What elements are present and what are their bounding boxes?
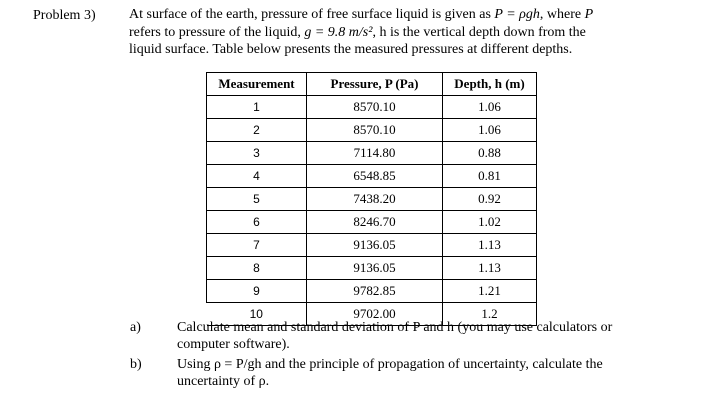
cell-depth: 0.81 [443, 165, 537, 188]
cell-measurement: 9 [207, 280, 307, 303]
question-b-line-2: uncertainty of ρ. [177, 374, 270, 389]
question-a-line-1: Calculate mean and standard deviation of P and h (you may use calculators or [177, 320, 613, 335]
pressure-variable: P [584, 7, 594, 22]
problem-label: Problem 3) [33, 8, 96, 23]
measurements-table [206, 72, 537, 326]
cell-pressure: 6548.85 [307, 165, 443, 188]
cell-measurement: 8 [207, 257, 307, 280]
cell-pressure: 8246.70 [307, 211, 443, 234]
table-row [207, 188, 537, 211]
cell-measurement: 10 [207, 303, 307, 326]
table-row [207, 280, 537, 303]
cell-pressure: 9136.05 [307, 234, 443, 257]
statement-line-2 [129, 24, 689, 42]
statement-text: refers to pressure of the liquid, [129, 24, 305, 40]
cell-measurement: 1 [207, 96, 307, 119]
statement-text: , where [539, 7, 585, 22]
question-b-letter: b) [130, 357, 142, 372]
cell-pressure: 7114.80 [307, 142, 443, 165]
cell-depth: 1.06 [443, 119, 537, 142]
cell-measurement: 6 [207, 211, 307, 234]
statement-text: At surface of the earth, pressure of free surface liquid is given as [129, 7, 495, 22]
table-header-row [207, 73, 537, 96]
table-row [207, 257, 537, 280]
question-b-text [177, 356, 697, 390]
statement-line-3: liquid surface. Table below presents the measured pressures at different depths. [129, 42, 573, 57]
cell-depth: 1.2 [443, 303, 537, 326]
header-depth: Depth, h (m) [443, 73, 537, 96]
table-row [207, 211, 537, 234]
table-row [207, 165, 537, 188]
table-row [207, 142, 537, 165]
cell-depth: 1.21 [443, 280, 537, 303]
table-row [207, 96, 537, 119]
cell-depth: 1.13 [443, 234, 537, 257]
cell-depth: 1.02 [443, 211, 537, 234]
statement-line-1 [129, 6, 689, 24]
cell-depth: 1.06 [443, 96, 537, 119]
problem-statement [129, 6, 689, 59]
header-pressure: Pressure, P (Pa) [307, 73, 443, 96]
table-row [207, 119, 537, 142]
gravity-equation: g = 9.8 m/s² [304, 24, 373, 40]
cell-pressure: 8570.10 [307, 119, 443, 142]
cell-measurement: 3 [207, 142, 307, 165]
cell-depth: 1.13 [443, 257, 537, 280]
question-a-text [177, 319, 697, 353]
cell-pressure: 7438.20 [307, 188, 443, 211]
cell-measurement: 7 [207, 234, 307, 257]
cell-pressure: 8570.10 [307, 96, 443, 119]
question-b-line-1: Using ρ = P/gh and the principle of propagation of uncertainty, calculate the [177, 357, 603, 372]
pressure-equation: P = ρgh [494, 7, 540, 22]
cell-measurement: 4 [207, 165, 307, 188]
cell-measurement: 5 [207, 188, 307, 211]
statement-text: , h is the vertical depth down from the [372, 24, 586, 40]
cell-depth: 0.92 [443, 188, 537, 211]
question-a-letter: a) [130, 320, 141, 335]
cell-pressure: 9782.85 [307, 280, 443, 303]
header-measurement: Measurement [207, 73, 307, 96]
cell-pressure: 9136.05 [307, 257, 443, 280]
cell-measurement: 2 [207, 119, 307, 142]
table-row [207, 234, 537, 257]
cell-depth: 0.88 [443, 142, 537, 165]
cell-pressure: 9702.00 [307, 303, 443, 326]
question-a-line-2: computer software). [177, 337, 290, 352]
